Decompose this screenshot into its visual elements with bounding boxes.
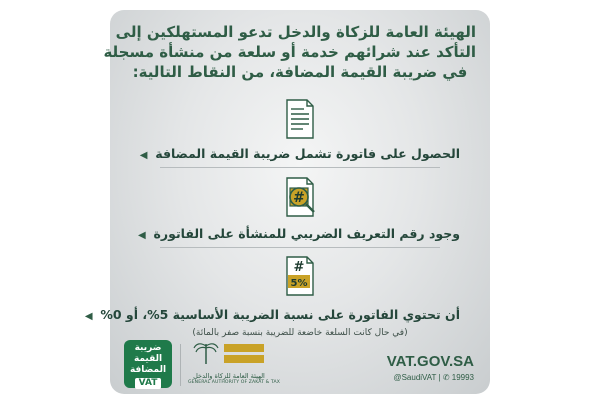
contact-info: [393, 373, 474, 382]
document-invoice-icon: [276, 96, 322, 142]
point-3: [84, 307, 460, 325]
hash-magnifier-icon: [276, 174, 322, 220]
headline-line-3: في ضريبة القيمة المضافة، من النقاط التالية:: [132, 63, 468, 81]
divider: [160, 167, 440, 168]
point-2-text: وجود رقم التعريف الضريبي للمنشأة على الفاتورة: [153, 226, 460, 241]
hash-percent-document-icon: [276, 253, 322, 299]
triangle-left-icon: ◀: [138, 230, 150, 241]
zatca-name-en: GENERAL AUTHORITY OF ZAKAT & TAX: [188, 380, 280, 385]
hash-glyph: #: [293, 260, 305, 275]
point-2: [140, 226, 460, 244]
percent-badge: 5%: [290, 278, 308, 289]
zero-rate-note: (في حال كانت السلعة خاضعة للضريبة بنسبة صفر بالمائة): [192, 328, 408, 338]
phone-icon: | ✆: [438, 373, 452, 382]
point-1: [140, 146, 460, 164]
zatca-emblem-icon: [188, 338, 270, 368]
point-1-text: الحصول على فاتورة تشمل ضريبة القيمة المضافة: [155, 146, 460, 161]
headline: [103, 22, 476, 82]
infographic-card: [84, 10, 490, 394]
divider: [160, 247, 440, 248]
zatca-logo: [188, 338, 280, 390]
triangle-left-icon: ◀: [139, 150, 151, 161]
vat-logo-line-3: المضافة: [129, 365, 167, 375]
phone-number[interactable]: 19993: [451, 373, 474, 382]
vat-logo-line-1: ضريبة: [134, 343, 162, 353]
headline-line-1: الهيئة العامة للزكاة والدخل تدعو المستهلكين إلى: [115, 23, 476, 41]
svg-text:#: #: [293, 190, 305, 206]
twitter-handle[interactable]: @SaudiVAT: [393, 373, 437, 382]
footer-separator: [180, 344, 181, 386]
vat-logo: [124, 340, 172, 388]
vat-logo-line-2: القيمة: [133, 354, 163, 364]
point-3-text: أن تحتوي الفاتورة على نسبة الضريبة الأساسية 5%، أو 0%: [100, 307, 460, 322]
vat-logo-word: VAT: [135, 378, 162, 389]
website-link[interactable]: VAT.GOV.SA: [386, 353, 474, 370]
triangle-left-icon: ◀: [84, 311, 96, 322]
zatca-name-ar: الهيئة العامة للزكاة والدخل: [193, 372, 265, 380]
headline-line-2: التأكد عند شرائهم خدمة أو سلعة من منشأة مسجلة: [103, 43, 476, 61]
